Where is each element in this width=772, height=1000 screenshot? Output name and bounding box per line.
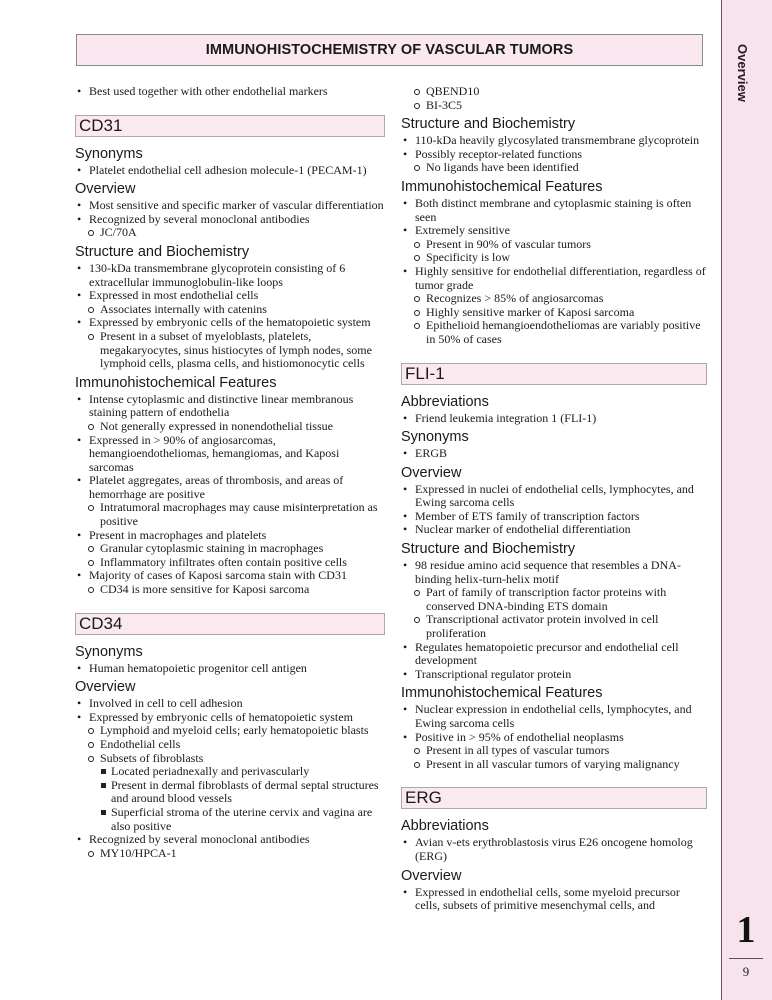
list-item: • Best used together with other endothelial markers [75,85,385,99]
list-item: Present in 90% of vascular tumors [401,238,707,252]
list-item: • Platelet endothelial cell adhesion molecule-1 (PECAM-1) [75,164,385,178]
subheading: Immunohistochemical Features [401,685,603,702]
subheading: Structure and Biochemistry [401,541,576,558]
list-item: • Expressed in > 90% of angiosarcomas, hemangioendotheliomas, hemangiomas, and Kaposi sarcomas [75,434,385,475]
list-item: • Member of ETS family of transcription factors [401,510,707,524]
list-item: Part of family of transcription factor proteins with conserved DNA-binding ETS domain [401,586,707,613]
list-item: Granular cytoplasmic staining in macrophages [75,542,385,556]
list-item: • Avian v-ets erythroblastosis virus E26 oncogene homolog (ERG) [401,836,707,863]
list-item: Transcriptional activator protein involved in cell proliferation [401,613,707,640]
list-item: No ligands have been identified [401,161,707,175]
subheading: Synonyms [75,145,143,162]
list-item: Lymphoid and myeloid cells; early hematopoietic blasts [75,724,385,738]
right-column [401,85,707,913]
section-title-fli1: FLI-1 [401,363,707,385]
section-title-cd34: CD34 [75,613,385,635]
subheading: Abbreviations [401,393,489,410]
chapter-number: 1 [736,909,756,951]
section-title-cd31: CD31 [75,115,385,137]
list-item: Present in a subset of myeloblasts, platelets, megakaryocytes, sinus histiocytes of lymph nodes, some lymphoid cells, plasma cells, and histiomonocytic cells [75,330,385,371]
list-item: • Recognized by several monoclonal antibodies [75,833,385,847]
chapter-divider [729,958,763,959]
list-item: • 130-kDa transmembrane glycoprotein consisting of 6 extracellular immunoglobulin-like loops [75,262,385,289]
page-title-banner: IMMUNOHISTOCHEMISTRY OF VASCULAR TUMORS [76,34,703,66]
list-item: Superficial stroma of the uterine cervix and vagina are also positive [75,806,385,833]
subheading: Synonyms [401,429,469,446]
list-item: • Expressed in most endothelial cells [75,289,385,303]
subheading: Overview [401,464,462,481]
list-item: Highly sensitive marker of Kaposi sarcoma [401,306,707,320]
list-item: • Most sensitive and specific marker of vascular differentiation [75,199,385,213]
section-title-erg: ERG [401,787,707,809]
list-item: • Present in macrophages and platelets [75,529,385,543]
list-item: • Possibly receptor-related functions [401,148,707,162]
chapter-sidebar [721,0,772,1000]
subheading: Overview [401,867,462,884]
left-column [75,85,385,860]
page-number: 9 [742,964,750,979]
subheading: Overview [75,181,136,198]
list-item: Present in all vascular tumors of varying malignancy [401,758,707,772]
list-item: MY10/HPCA-1 [75,847,385,861]
subheading: Structure and Biochemistry [75,243,250,260]
list-item: • Friend leukemia integration 1 (FLI-1) [401,412,707,426]
list-item: • Human hematopoietic progenitor cell antigen [75,662,385,676]
subheading: Overview [75,679,136,696]
subheading: Abbreviations [401,818,489,835]
sidebar-section-label: Overview [735,44,750,102]
subheading: Structure and Biochemistry [401,116,576,133]
list-item: Epithelioid hemangioendotheliomas are variably positive in 50% of cases [401,319,707,346]
list-item: Recognizes > 85% of angiosarcomas [401,292,707,306]
list-item: • Involved in cell to cell adhesion [75,697,385,711]
list-item: • Expressed in endothelial cells, some myeloid precursor cells, subsets of primitive mesenchymal cells, and [401,886,707,913]
list-item: • Nuclear expression in endothelial cells, lymphocytes, and Ewing sarcoma cells [401,703,707,730]
list-item: • Regulates hematopoietic precursor and endothelial cell development [401,641,707,668]
list-item: Inflammatory infiltrates often contain positive cells [75,556,385,570]
list-item: • Highly sensitive for endothelial differentiation, regardless of tumor grade [401,265,707,292]
list-item: Associates internally with catenins [75,303,385,317]
subheading: Immunohistochemical Features [75,374,277,391]
subheading: Synonyms [75,643,143,660]
subheading: Immunohistochemical Features [401,178,603,195]
list-item: Endothelial cells [75,738,385,752]
list-item: • Extremely sensitive [401,224,707,238]
list-item: • Majority of cases of Kaposi sarcoma stain with CD31 [75,569,385,583]
list-item: • 110-kDa heavily glycosylated transmembrane glycoprotein [401,134,707,148]
list-item: Not generally expressed in nonendothelial tissue [75,420,385,434]
list-item: • Platelet aggregates, areas of thrombosis, and areas of hemorrhage are positive [75,474,385,501]
list-item: Subsets of fibroblasts [75,752,385,766]
list-item: • Nuclear marker of endothelial differentiation [401,523,707,537]
list-item: Specificity is low [401,251,707,265]
list-item: • Expressed in nuclei of endothelial cells, lymphocytes, and Ewing sarcoma cells [401,483,707,510]
list-item: • Positive in > 95% of endothelial neoplasms [401,731,707,745]
list-item: JC/70A [75,226,385,240]
list-item: • Recognized by several monoclonal antibodies [75,213,385,227]
list-item: • Expressed by embryonic cells of hematopoietic system [75,711,385,725]
list-item: Present in dermal fibroblasts of dermal septal structures and around blood vessels [75,779,385,806]
list-item: QBEND10 [401,85,707,99]
list-item: • Expressed by embryonic cells of the hematopoietic system [75,316,385,330]
list-item: Present in all types of vascular tumors [401,744,707,758]
list-item: • 98 residue amino acid sequence that resembles a DNA-binding helix-turn-helix motif [401,559,707,586]
list-item: BI-3C5 [401,99,707,113]
list-item: • Both distinct membrane and cytoplasmic staining is often seen [401,197,707,224]
list-item: Intratumoral macrophages may cause misinterpretation as positive [75,501,385,528]
list-item: • Intense cytoplasmic and distinctive linear membranous staining pattern of endothelia [75,393,385,420]
list-item: • Transcriptional regulator protein [401,668,707,682]
list-item: Located periadnexally and perivascularly [75,765,385,779]
list-item: CD34 is more sensitive for Kaposi sarcoma [75,583,385,597]
list-item: • ERGB [401,447,707,461]
